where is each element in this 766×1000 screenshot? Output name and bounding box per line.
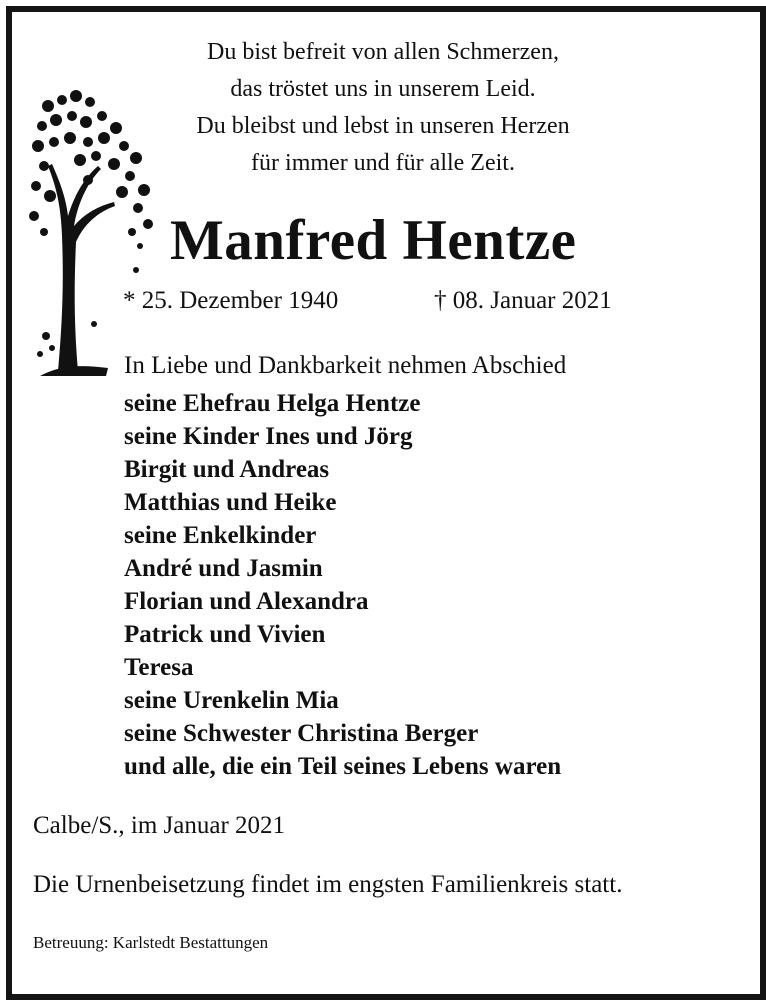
deceased-name: Manfred Hentze [170,209,577,272]
mourner-line: und alle, die ein Teil seines Lebens waren [124,753,562,780]
undertaker-credit: Betreuung: Karlstedt Bestattungen [33,933,269,952]
mourner-line: seine Kinder Ines und Jörg [124,423,413,450]
farewell-intro: In Liebe und Dankbarkeit nehmen Abschied [124,352,567,379]
birth-date: * 25. Dezember 1940 [123,287,339,314]
mourner-line: seine Urenkelin Mia [124,687,339,714]
funeral-note: Die Urnenbeisetzung findet im engsten Familienkreis statt. [33,871,623,898]
mourner-line: André und Jasmin [124,555,323,582]
mourners-list [124,387,561,783]
mourner-line: Birgit und Andreas [124,456,330,483]
poem-line: für immer und für alle Zeit. [251,150,515,176]
mourner-line: Matthias und Heike [124,489,337,516]
mourner-line: Patrick und Vivien [124,621,326,648]
mourner-line: seine Ehefrau Helga Hentze [124,390,421,417]
memorial-poem [0,34,766,182]
place-date: Calbe/S., im Januar 2021 [33,812,286,839]
mourner-line: Florian und Alexandra [124,588,369,615]
mourner-line: seine Schwester Christina Berger [124,720,479,747]
mourner-line: Teresa [124,654,194,681]
poem-line: Du bleibst und lebst in unseren Herzen [196,113,570,139]
poem-line: das tröstet uns in unserem Leid. [230,76,536,102]
mourner-line: seine Enkelkinder [124,522,317,549]
death-date: † 08. Januar 2021 [434,287,612,314]
poem-line: Du bist befreit von allen Schmerzen, [207,39,559,65]
